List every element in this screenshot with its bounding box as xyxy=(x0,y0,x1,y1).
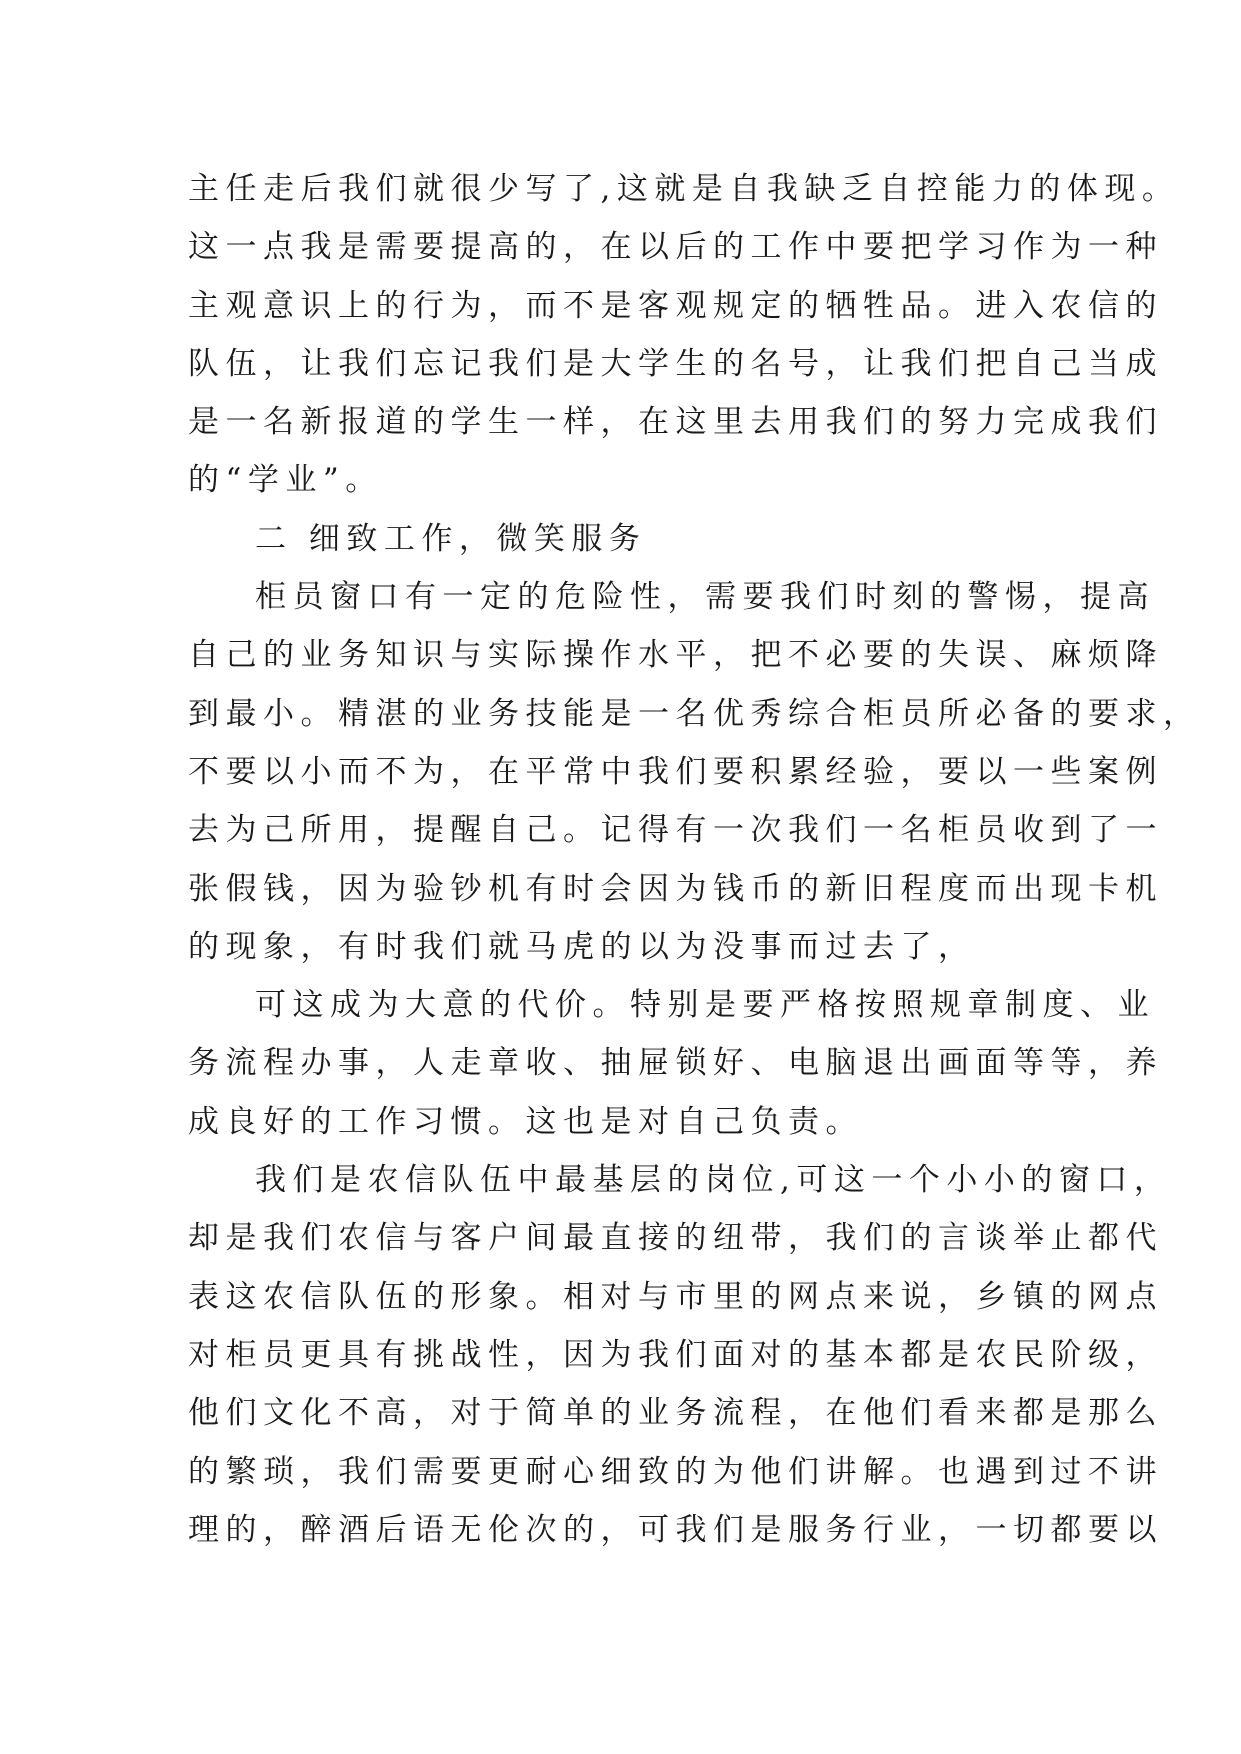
text-line: 他们文化不高，对于简单的业务流程，在他们看来都是那么 xyxy=(188,1395,1163,1432)
text-line: 这一点我是需要提高的，在以后的工作中要把学习作为一种 xyxy=(188,229,1163,266)
paragraph-start-line: 可这成为大意的代价。特别是要严格按照规章制度、业 xyxy=(255,987,1155,1024)
text-line: 务流程办事，人走章收、抽屉锁好、电脑退出画面等等，养 xyxy=(188,1045,1163,1082)
text-line: 对柜员更具有挑战性，因为我们面对的基本都是农民阶级， xyxy=(188,1336,1163,1373)
text-line: 不要以小而不为，在平常中我们要积累经验，要以一些案例 xyxy=(188,753,1163,790)
text-line: 表这农信队伍的形象。相对与市里的网点来说，乡镇的网点 xyxy=(188,1278,1163,1315)
text-line: 是一名新报道的学生一样，在这里去用我们的努力完成我们 xyxy=(188,404,1163,441)
text-line: 到最小。精湛的业务技能是一名优秀综合柜员所必备的要求， xyxy=(188,695,1201,732)
text-line: 的“学业”。 xyxy=(188,462,383,499)
text-line: 却是我们农信与客户间最直接的纽带，我们的言谈举止都代 xyxy=(188,1220,1163,1257)
text-line: 主观意识上的行为，而不是客观规定的牺牲品。进入农信的 xyxy=(188,287,1163,324)
text-line: 的繁琐，我们需要更耐心细致的为他们讲解。也遇到过不讲 xyxy=(188,1453,1163,1490)
text-line: 去为己所用，提醒自己。记得有一次我们一名柜员收到了一 xyxy=(188,812,1163,849)
text-line: 队伍，让我们忘记我们是大学生的名号，让我们把自己当成 xyxy=(188,345,1163,382)
text-line: 主任走后我们就很少写了,这就是自我缺乏自控能力的体现。 xyxy=(188,171,1180,207)
paragraph-start-line: 柜员窗口有一定的危险性，需要我们时刻的警惕，提高 xyxy=(255,579,1155,616)
text-line: 成良好的工作习惯。这也是对自己负责。 xyxy=(188,1103,863,1140)
text-line: 理的，醉酒后语无伦次的，可我们是服务行业，一切都要以 xyxy=(188,1511,1163,1548)
text-line: 自己的业务知识与实际操作水平，把不必要的失误、麻烦降 xyxy=(188,637,1163,674)
paragraph-start-line: 我们是农信队伍中最基层的岗位,可这一个小小的窗口， xyxy=(255,1162,1172,1199)
section-heading: 二 细致工作，微笑服务 xyxy=(255,520,647,557)
document-body xyxy=(188,160,1201,1559)
text-line: 张假钱，因为验钞机有时会因为钱币的新旧程度而出现卡机 xyxy=(188,870,1163,907)
text-line: 的现象，有时我们就马虎的以为没事而过去了， xyxy=(188,928,976,965)
